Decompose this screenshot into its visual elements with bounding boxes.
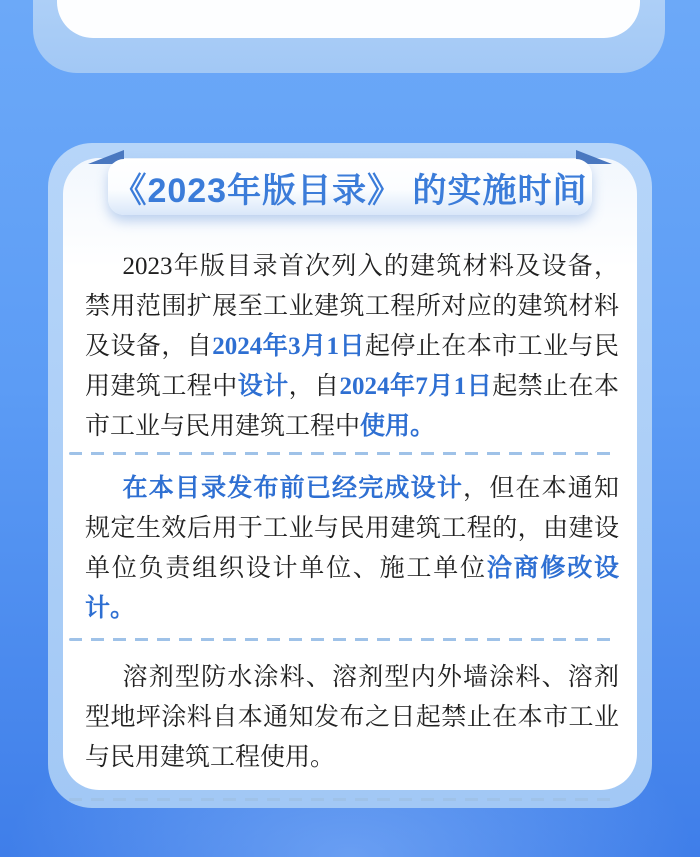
dashed-divider xyxy=(69,638,615,641)
body-text: ，自 xyxy=(288,373,340,400)
body-text: 起停止在本市工业与民用建筑工程中 xyxy=(85,333,619,400)
dashed-divider xyxy=(69,798,615,801)
highlight-text: 在本目录发布前已经完成设计 xyxy=(122,475,464,502)
body-text: 起禁止在本市工业与民用建筑工程中 xyxy=(85,373,619,440)
paragraph-implementation-dates xyxy=(85,247,619,447)
paragraph-solvent-coatings xyxy=(85,658,619,778)
highlight-text: 设计 xyxy=(237,373,289,400)
page-title: 《2023年版目录》 的实施时间 xyxy=(112,171,588,210)
body-text: 溶剂型防水涂料、溶剂型内外墙涂料、溶剂型地坪涂料自本通知发布之日起禁止在本市工业与民用建筑工程使用。 xyxy=(85,664,619,771)
card-content xyxy=(85,247,619,801)
dashed-divider xyxy=(69,452,615,455)
highlight-text: 使用。 xyxy=(360,413,436,440)
body-text: 2023年版目录首次列入的建筑材料及设备，禁用范围扩展至工业建筑工程所对应的建筑材料及设备，自 xyxy=(85,253,619,360)
paragraph-completed-designs xyxy=(85,469,619,629)
highlight-text: 洽商修改设计。 xyxy=(85,555,619,622)
title-banner xyxy=(108,159,592,215)
highlight-text: 2024年7月1日 xyxy=(339,373,493,400)
highlight-text: 2024年3月1日 xyxy=(212,333,365,360)
body-text: ，但在本通知规定生效后用于工业与民用建筑工程的，由建设单位负责组织设计单位、施工单位 xyxy=(85,475,619,582)
top-card xyxy=(57,0,640,38)
